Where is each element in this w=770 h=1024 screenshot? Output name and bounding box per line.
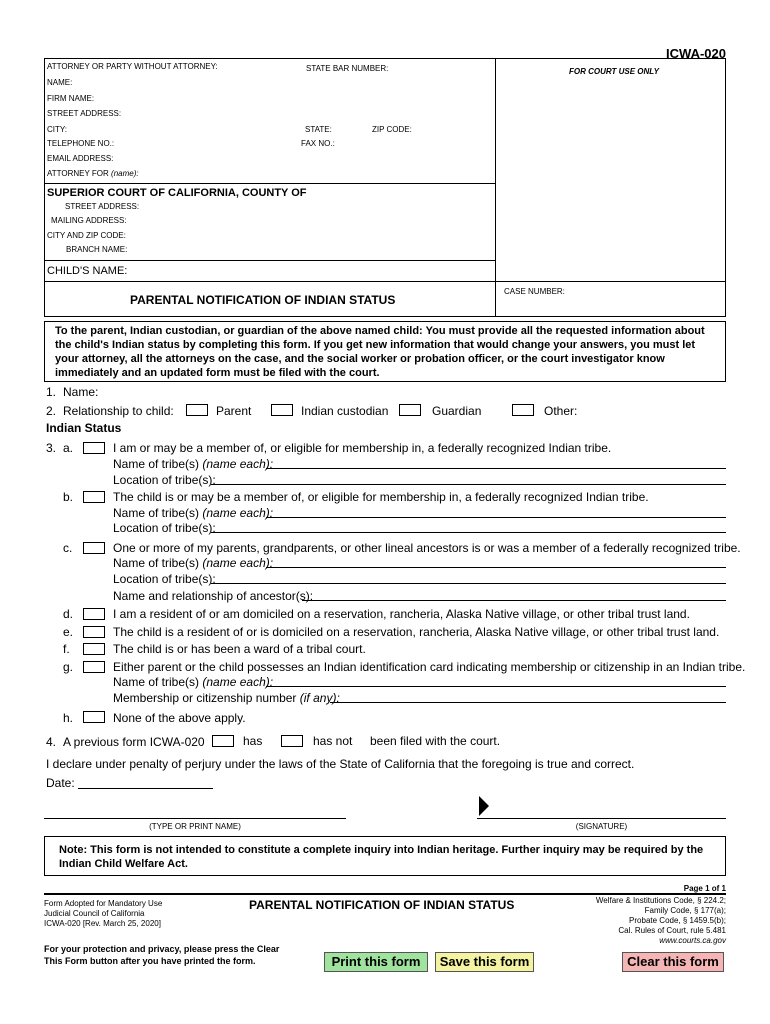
item-3h-text: None of the above apply. (113, 711, 246, 725)
type-name-caption: (TYPE OR PRINT NAME) (149, 822, 241, 831)
item-3a-tribe-label: Name of tribe(s) (name each): (113, 457, 274, 471)
fax-label: FAX NO.: (301, 139, 335, 148)
privacy-line-1: For your protection and privacy, please press the Clear (44, 944, 280, 954)
item-3c-checkbox[interactable] (83, 542, 105, 554)
has-checkbox[interactable] (212, 735, 234, 747)
adopted-line-3: ICWA-020 [Rev. March 25, 2020] (44, 919, 161, 928)
guardian-label: Guardian (432, 404, 482, 418)
attorney-box (44, 58, 496, 184)
item-3e-text: The child is a resident of or is domiciled on a reservation, rancheria, Alaska Native village, or other tribal trust land. (113, 625, 720, 639)
other-label: Other: (544, 404, 578, 418)
item-3f-text: The child is or has been a ward of a tribal court. (113, 642, 366, 656)
save-button[interactable]: Save this form (435, 952, 534, 972)
item-3d-letter: d. (63, 607, 74, 621)
clear-button[interactable]: Clear this form (622, 952, 724, 972)
code-line-2: Family Code, § 177(a); (644, 906, 726, 915)
has-not-label: has not (313, 734, 353, 748)
custodian-label: Indian custodian (301, 404, 389, 418)
parent-label: Parent (216, 404, 252, 418)
item-2-number: 2. (46, 404, 57, 418)
item-3c-text: One or more of my parents, grandparents, or other lineal ancestors is or was a member of a federally recognized tribe. (113, 541, 741, 555)
indian-status-heading: Indian Status (46, 421, 122, 435)
item-3g-checkbox[interactable] (83, 661, 105, 673)
item-3a-tribe-input[interactable] (266, 468, 726, 469)
firm-label: FIRM NAME: (47, 94, 95, 103)
attorney-for-label: ATTORNEY FOR (name): (47, 169, 139, 178)
item-3f-checkbox[interactable] (83, 643, 105, 655)
code-line-1: Welfare & Institutions Code, § 224.2; (595, 896, 726, 905)
item-3a-text: I am or may be a member of, or eligible for membership in, a federally recognized Indian tribe. (113, 441, 612, 455)
item-3d-checkbox[interactable] (83, 608, 105, 620)
adopted-line-2: Judicial Council of California (44, 909, 145, 918)
item-1-number: 1. (46, 385, 57, 399)
item-3b-letter: b. (63, 490, 74, 504)
item-3a-location-label: Location of tribe(s): (113, 473, 216, 487)
court-use-box (495, 58, 726, 282)
child-name-label: CHILD'S NAME: (47, 265, 128, 277)
court-use-label: FOR COURT USE ONLY (569, 67, 659, 76)
case-number-label: CASE NUMBER: (504, 287, 565, 296)
item-3c-tribe-label: Name of tribe(s) (name each): (113, 556, 274, 570)
note-box (44, 836, 726, 876)
item-3f-letter: f. (63, 642, 70, 656)
has-not-checkbox[interactable] (281, 735, 303, 747)
item-3c-location-input[interactable] (211, 583, 726, 584)
adopted-line-1: Form Adopted for Mandatory Use (44, 899, 163, 908)
previous-form-label: A previous form ICWA-020 (63, 735, 205, 749)
courts-link[interactable]: www.courts.ca.gov (659, 936, 726, 945)
item-3c-tribe-input[interactable] (266, 567, 726, 568)
item-3d-text: I am a resident of or am domiciled on a reservation, rancheria, Alaska Native village, or other tribal trust land. (113, 607, 690, 621)
adopted-block (44, 899, 162, 929)
form-title: PARENTAL NOTIFICATION OF INDIAN STATUS (130, 293, 396, 307)
name-label: NAME: (47, 78, 73, 87)
parent-checkbox[interactable] (186, 404, 208, 416)
item-3b-location-input[interactable] (211, 532, 726, 533)
has-label: has (243, 734, 263, 748)
city-label: CITY: (47, 125, 68, 134)
telephone-label: TELEPHONE NO.: (47, 139, 115, 148)
print-button[interactable]: Print this form (324, 952, 428, 972)
item-3c-ancestor-input[interactable] (302, 600, 726, 601)
state-bar-label: STATE BAR NUMBER: (306, 64, 389, 73)
item-3g-tribe-input[interactable] (266, 686, 726, 687)
item-3b-tribe-label: Name of tribe(s) (name each): (113, 506, 274, 520)
item-3g-membership-input[interactable] (330, 702, 726, 703)
declaration-text: I declare under penalty of perjury under the laws of the State of California that the foregoing is true and correct. (46, 757, 635, 771)
code-line-3: Probate Code, § 1459.5(b); (629, 916, 726, 925)
item-3a-letter: a. (63, 441, 74, 455)
item-3b-tribe-input[interactable] (266, 517, 726, 518)
privacy-notice (44, 943, 279, 967)
page-number: Page 1 of 1 (683, 884, 726, 893)
attorney-label: ATTORNEY OR PARTY WITHOUT ATTORNEY: (47, 62, 218, 71)
court-mailing-label: MAILING ADDRESS: (51, 216, 127, 225)
item-3g-tribe-label: Name of tribe(s) (name each): (113, 675, 274, 689)
item-3g-text: Either parent or the child possesses an Indian identification card indicating membership or citizenship in an Indian tribe. (113, 660, 746, 674)
relationship-label: Relationship to child: (63, 404, 174, 418)
signature-line[interactable] (477, 818, 726, 819)
footer-rule (44, 893, 726, 895)
date-label: Date: (46, 776, 75, 790)
item-3e-checkbox[interactable] (83, 626, 105, 638)
note-text: Note: This form is not intended to constitute a complete inquiry into Indian heritage. Further inquiry may be required by the Indian Child Welfare Act. (59, 844, 704, 870)
notice-text: To the parent, Indian custodian, or guardian of the above named child: You must provide all the requested information about the child's Indian status by completing this form. If you get new information that would change your answers, you must let your attorney, all the attorneys on the case, and the social worker or probation officer, or the court investigator know immediately and an updated form must be filed with the court. (55, 325, 705, 379)
item-3c-ancestor-label: Name and relationship of ancestor(s): (113, 589, 314, 603)
footer-title: PARENTAL NOTIFICATION OF INDIAN STATUS (249, 898, 515, 912)
been-filed-label: been filed with the court. (370, 734, 501, 748)
item-3c-location-label: Location of tribe(s): (113, 572, 216, 586)
guardian-checkbox[interactable] (399, 404, 421, 416)
item-3g-letter: g. (63, 660, 74, 674)
item-3-number: 3. (46, 441, 57, 455)
other-checkbox[interactable] (512, 404, 534, 416)
court-street-label: STREET ADDRESS: (65, 202, 140, 211)
zip-label: ZIP CODE: (372, 125, 412, 134)
street-label: STREET ADDRESS: (47, 109, 122, 118)
notice-box (44, 321, 726, 382)
item-3h-checkbox[interactable] (83, 711, 105, 723)
item-3b-checkbox[interactable] (83, 491, 105, 503)
signature-arrow-icon (479, 796, 489, 816)
email-label: EMAIL ADDRESS: (47, 154, 114, 163)
signature-caption: (SIGNATURE) (575, 822, 628, 831)
court-branch-label: BRANCH NAME: (66, 245, 128, 254)
court-title: SUPERIOR COURT OF CALIFORNIA, COUNTY OF (47, 187, 307, 199)
privacy-line-2: This Form button after you have printed the form. (44, 956, 256, 966)
name-line[interactable] (44, 818, 346, 819)
item-3c-letter: c. (63, 541, 73, 555)
item-3b-location-label: Location of tribe(s): (113, 521, 216, 535)
custodian-checkbox[interactable] (271, 404, 293, 416)
item-3a-location-input[interactable] (211, 484, 726, 485)
item-3a-checkbox[interactable] (83, 442, 105, 454)
item-3b-text: The child is or may be a member of, or eligible for membership in, a federally recognized Indian tribe. (113, 490, 649, 504)
name-field-label: Name: (63, 385, 99, 399)
item-3g-membership-label: Membership or citizenship number (if any): (113, 691, 340, 705)
item-3h-letter: h. (63, 711, 74, 725)
item-3e-letter: e. (63, 625, 74, 639)
code-line-4: Cal. Rules of Court, rule 5.481 (618, 926, 726, 935)
code-block (596, 896, 726, 946)
form-id: ICWA-020 (666, 46, 726, 61)
item-4-number: 4. (46, 735, 57, 749)
state-label: STATE: (305, 125, 332, 134)
court-city-label: CITY AND ZIP CODE: (47, 231, 126, 240)
date-input[interactable] (78, 788, 213, 789)
